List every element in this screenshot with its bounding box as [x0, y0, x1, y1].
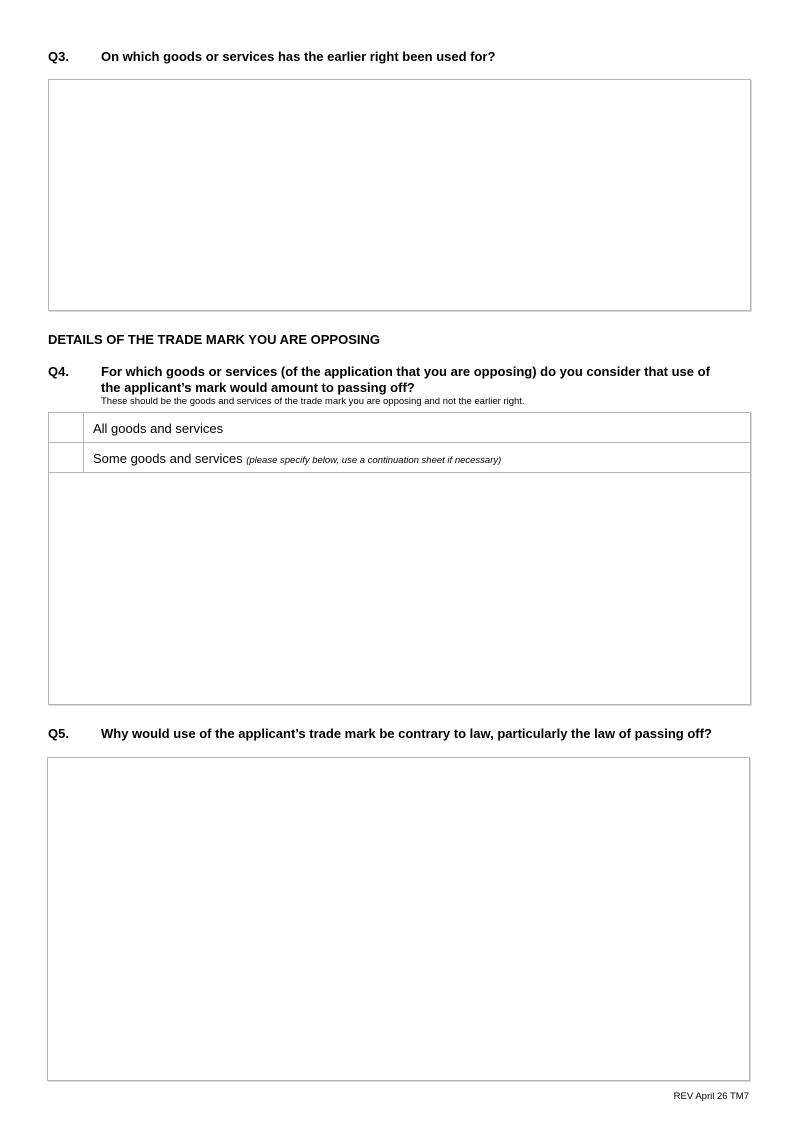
- q4-number: Q4.: [48, 364, 69, 379]
- q5-question: Why would use of the applicant’s trade mark be contrary to law, particularly the law of passing off?: [101, 726, 712, 741]
- revision-footer: REV April 26 TM7: [673, 1091, 749, 1102]
- q4-question: [101, 364, 751, 396]
- option-row-some[interactable]: [49, 443, 750, 473]
- q5-answer-field[interactable]: [47, 757, 750, 1081]
- q5-number: Q5.: [48, 726, 69, 741]
- q3-number: Q3.: [48, 49, 69, 64]
- option-some-label: [93, 451, 501, 468]
- option-some-text: Some goods and services: [93, 451, 243, 466]
- q4-question-line-1: For which goods or services (of the application that you are opposing) do you consider that use of: [101, 364, 710, 379]
- q4-specify-field[interactable]: [49, 473, 750, 704]
- q3-answer-field[interactable]: [48, 79, 751, 311]
- option-some-checkbox[interactable]: [49, 443, 84, 472]
- option-all-label: [93, 421, 223, 436]
- option-row-all[interactable]: [49, 413, 750, 443]
- q4-question-line-2: the applicant’s mark would amount to passing off?: [101, 380, 415, 395]
- option-all-checkbox[interactable]: [49, 413, 84, 442]
- section-heading: DETAILS OF THE TRADE MARK YOU ARE OPPOSING: [48, 332, 381, 347]
- q4-note: These should be the goods and services of the trade mark you are opposing and not the earlier right.: [101, 396, 525, 407]
- option-some-hint: (please specify below, use a continuation sheet if necessary): [246, 455, 502, 466]
- q3-question: On which goods or services has the earlier right been used for?: [101, 49, 496, 64]
- option-all-text: All goods and services: [93, 421, 224, 436]
- q4-options-table: [48, 412, 751, 705]
